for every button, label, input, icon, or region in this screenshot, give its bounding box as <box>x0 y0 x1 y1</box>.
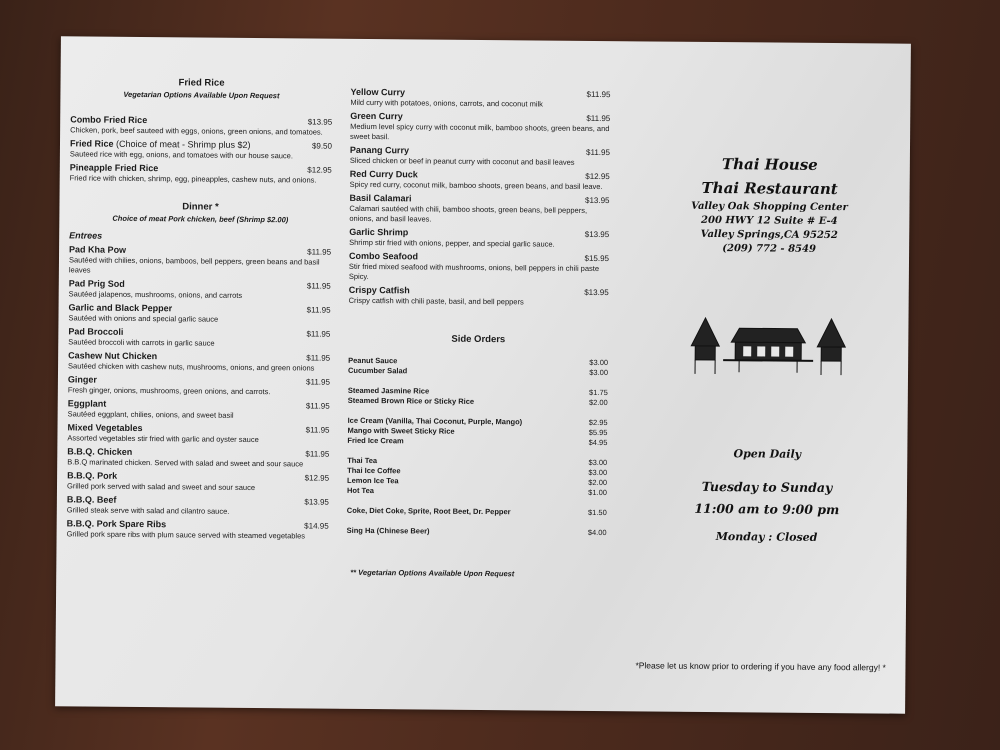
menu-item-name: Combo Seafood <box>348 250 419 262</box>
menu-item-description: Sauteed rice with egg, onions, and tomatoes with our house sauce. <box>69 149 294 161</box>
menu-item-description: Stir fried mixed seafood with mushrooms, onions, bell peppers in chili paste Spicy. <box>348 261 600 281</box>
menu-item-name: Basil Calamari <box>349 192 412 204</box>
menu-item <box>67 470 329 493</box>
menu-item <box>68 326 330 349</box>
menu-item-name: Panang Curry <box>349 144 410 156</box>
menu-item-price: $15.95 <box>584 253 610 264</box>
menu-item-description: Grilled pork spare ribs with plum sauce served with steamed vegetables <box>66 529 306 541</box>
menu-item-title <box>69 244 126 255</box>
menu-item-name: Red Curry Duck <box>349 168 418 180</box>
menu-item-description: Sautéed broccoli with carrots in garlic sauce <box>68 337 215 348</box>
side-order-name: Hot Tea <box>346 485 374 496</box>
menu-item-name: Pad Prig Sod <box>68 278 125 289</box>
dinner-title: Dinner * <box>182 201 219 213</box>
menu-item-price: $11.95 <box>306 305 331 315</box>
menu-item-title <box>350 169 418 181</box>
menu-item-price: $13.95 <box>584 229 610 240</box>
fried-rice-title: Fried Rice <box>178 77 225 89</box>
menu-item-description: Grilled pork served with salad and sweet and sour sauce <box>66 481 256 493</box>
menu-item-name: B.B.Q. Pork Spare Ribs <box>66 518 167 530</box>
menu-item-description: Calamari sautéed with chili, bamboo shoots, green beans, bell peppers, onions, and basil leaves. <box>349 203 588 224</box>
menu-sheet <box>55 36 911 713</box>
side-order-price: $2.95 <box>588 417 608 428</box>
menu-item-description: Sliced chicken or beef in peanut curry with coconut and basil leaves <box>349 155 575 167</box>
menu-item-price: $11.95 <box>306 281 331 291</box>
menu-item <box>70 162 332 185</box>
menu-item-title <box>349 193 411 205</box>
side-order-name: Thai Tea <box>347 455 378 466</box>
menu-item <box>350 111 610 144</box>
open-daily: Open Daily <box>733 447 802 461</box>
menu-item <box>69 278 331 301</box>
menu-item-name: Green Curry <box>350 110 403 122</box>
menu-item-price: $11.95 <box>305 425 330 435</box>
side-order-price: $1.50 <box>587 507 607 518</box>
menu-item-description: B.B.Q marinated chicken. Served with salad and sweet and sour sauce <box>67 457 304 469</box>
dinner-list <box>67 244 332 541</box>
menu-item <box>67 446 329 469</box>
menu-item-description: Fresh ginger, onions, mushrooms, green onions, and carrots. <box>67 385 271 397</box>
menu-item-price: $11.95 <box>306 329 331 339</box>
menu-item-price: $12.95 <box>585 171 610 182</box>
allergy-notice: *Please let us know prior to ordering if you have any food allergy! * <box>635 660 886 673</box>
side-order-price: $3.00 <box>588 457 608 468</box>
side-order-name: Coke, Diet Coke, Sprite, Root Beet, Dr. Pepper <box>346 505 511 517</box>
menu-item-price: $11.95 <box>305 449 330 459</box>
menu-item-name: Pad Broccoli <box>68 326 124 337</box>
menu-item-description: Sautéed chicken with cashew nuts, mushrooms, onions, and green onions <box>68 361 315 373</box>
menu-item <box>67 422 329 445</box>
middle-column <box>346 87 610 579</box>
menu-item-title <box>70 162 159 174</box>
menu-item-description: Crispy catfish with chili paste, basil, and bell peppers <box>348 295 524 307</box>
menu-item <box>70 114 332 137</box>
menu-item-title <box>68 398 107 409</box>
menu-item-title <box>67 470 117 481</box>
side-order-price: $1.75 <box>589 387 608 398</box>
menu-item-description: Assorted vegetables stir fried with garlic and oyster sauce <box>67 433 259 445</box>
menu-item <box>68 398 330 421</box>
menu-item-description: Medium level spicy curry with coconut milk, bamboo shoots, green beans, and sweet basil. <box>350 121 610 142</box>
menu-item-title <box>69 278 125 289</box>
entrees-label: Entrees <box>69 230 103 241</box>
menu-item <box>68 350 330 373</box>
menu-item-name: Yellow Curry <box>350 86 406 98</box>
menu-item-name: Mixed Vegetables <box>67 422 143 434</box>
menu-item-price: $13.95 <box>584 287 609 298</box>
menu-item <box>68 302 330 325</box>
menu-item-name: Ginger <box>67 374 98 385</box>
side-order-name: Peanut Sauce <box>348 355 398 366</box>
menu-item-price: $11.95 <box>586 113 611 124</box>
phone-number: (209) 772 - 8549 <box>722 243 816 255</box>
menu-item-description: Spicy red curry, coconut milk, bamboo shoots, green beans, and basil leave. <box>349 179 603 192</box>
menu-item-title <box>67 422 142 434</box>
menu-item-price: $11.95 <box>305 401 330 411</box>
menu-item-name: B.B.Q. Beef <box>66 494 117 505</box>
menu-item <box>349 193 609 226</box>
side-order-name: Lemon Ice Tea <box>347 475 399 486</box>
menu-item-choice: (Choice of meat - Shrimp plus $2) <box>115 138 251 150</box>
menu-item-title <box>68 374 97 385</box>
menu-item-title <box>349 227 408 239</box>
dinner-note: Choice of meat Pork chicken, beef (Shrimp $2.00) <box>112 213 289 225</box>
menu-item-price: $11.95 <box>306 353 331 363</box>
fried-rice-list <box>70 114 333 185</box>
menu-item-price: $14.95 <box>304 521 329 531</box>
menu-item-name: Cashew Nut Chicken <box>68 350 158 362</box>
curry-list <box>349 87 611 308</box>
menu-item <box>350 169 610 192</box>
menu-item <box>68 374 330 397</box>
city-address: Valley Springs,CA 95252 <box>700 228 838 242</box>
menu-item-name: Garlic and Black Pepper <box>68 302 173 314</box>
menu-item-price: $12.95 <box>304 473 330 483</box>
menu-item-description: Chicken, pork, beef sauteed with eggs, onions, green onions, and tomatoes. <box>70 125 323 137</box>
side-order-name: Mango with Sweet Sticky Rice <box>347 425 455 436</box>
street-address: 200 HWY 12 Suite # E-4 <box>701 214 838 228</box>
side-order-name: Steamed Brown Rice or Sticky Rice <box>347 395 475 406</box>
menu-item-name: Eggplant <box>67 398 107 409</box>
restaurant-subtitle: Thai Restaurant <box>701 178 838 199</box>
menu-item-title <box>70 114 147 126</box>
menu-item-name: Pad Kha Pow <box>69 244 127 255</box>
menu-item-title <box>68 326 123 337</box>
side-orders-title: Side Orders <box>451 333 506 346</box>
menu-item-description: Sautéed eggplant, chilies, onions, and sweet basil <box>67 409 234 420</box>
menu-item-name: B.B.Q. Chicken <box>67 446 133 457</box>
thai-house-icon <box>683 316 854 379</box>
fried-rice-note: Vegetarian Options Available Upon Request <box>123 89 280 101</box>
menu-item-description: Sautéed with chilies, onions, bamboos, bell peppers, green beans and basil leaves <box>68 255 320 275</box>
menu-item-name: Combo Fried Rice <box>70 114 148 126</box>
menu-item-price: $11.95 <box>586 147 610 158</box>
shopping-center: Valley Oak Shopping Center <box>691 200 848 214</box>
menu-item-title <box>349 251 418 263</box>
menu-item <box>350 87 610 110</box>
side-order-price: $5.95 <box>588 427 608 438</box>
side-order-name: Sing Ha (Chinese Beer) <box>346 525 430 536</box>
side-order-name: Steamed Jasmine Rice <box>347 385 430 396</box>
menu-item-title <box>350 87 405 98</box>
menu-item-price: $13.95 <box>304 497 329 507</box>
side-order-price: $3.00 <box>589 367 609 378</box>
menu-item-description: Shrimp stir fried with onions, pepper, and special garlic sauce. <box>349 237 555 249</box>
menu-item-name: Fried Rice <box>69 138 114 149</box>
menu-item-title <box>68 350 157 362</box>
side-order-price: $1.00 <box>588 487 608 498</box>
menu-item-price: $13.95 <box>307 117 333 127</box>
side-order-name: Ice Cream (Vanilla, Thai Coconut, Purple, Mango) <box>347 415 523 427</box>
side-order-price: $3.00 <box>589 357 609 368</box>
closed-day: Monday : Closed <box>715 530 818 544</box>
menu-item <box>349 251 609 284</box>
menu-item-description: Mild curry with potatoes, onions, carrots, and coconut milk <box>350 97 544 109</box>
menu-item-price: $11.95 <box>307 247 332 257</box>
menu-item-name: Pineapple Fried Rice <box>69 162 159 174</box>
vegetarian-footnote: ** Vegetarian Options Available Upon Request <box>350 567 515 579</box>
menu-item-title <box>67 446 132 458</box>
right-column <box>637 151 900 544</box>
menu-item-title <box>349 285 410 297</box>
menu-item-price: $13.95 <box>585 195 610 206</box>
menu-item-title <box>67 494 117 505</box>
menu-item <box>70 138 332 161</box>
menu-item-price: $9.50 <box>311 141 333 151</box>
menu-item-title <box>67 518 167 530</box>
menu-item-title <box>350 111 403 122</box>
open-days: Tuesday to Sunday <box>701 478 833 496</box>
menu-item-price: $11.95 <box>306 377 330 387</box>
menu-item <box>67 518 329 541</box>
menu-item-description: Sautéed with onions and special garlic sauce <box>68 313 219 324</box>
menu-item-price: $11.95 <box>586 89 611 100</box>
side-order-price: $2.00 <box>588 477 608 488</box>
side-orders-list <box>347 356 609 538</box>
menu-item-name: B.B.Q. Pork <box>67 470 118 481</box>
menu-item-name: Garlic Shrimp <box>349 226 409 238</box>
restaurant-name: Thai House <box>721 155 818 174</box>
menu-item-price: $12.95 <box>307 165 332 175</box>
menu-item <box>349 227 609 250</box>
menu-item-description: Fried rice with chicken, shrimp, egg, pineapples, cashew nuts, and onions. <box>69 173 317 185</box>
menu-item-title <box>350 145 409 157</box>
side-order-price: $4.95 <box>588 437 608 448</box>
menu-item-description: Sautéed jalapenos, mushrooms, onions, and carrots <box>68 289 243 300</box>
side-order-price: $3.00 <box>588 467 608 478</box>
menu-item-name: Crispy Catfish <box>348 284 410 296</box>
side-order-name: Fried Ice Cream <box>347 435 404 446</box>
side-order-price: $2.00 <box>588 397 608 408</box>
menu-item <box>349 285 609 308</box>
side-order-name: Thai Ice Coffee <box>347 465 401 476</box>
menu-item <box>350 145 610 168</box>
left-column <box>67 76 333 544</box>
side-order-price: $4.00 <box>587 527 607 538</box>
menu-item-description: Grilled steak serve with salad and cilantro sauce. <box>66 505 230 516</box>
side-order-name: Cucumber Salad <box>347 365 408 376</box>
open-hours: 11:00 am to 9:00 pm <box>694 500 840 518</box>
menu-item <box>69 244 331 277</box>
menu-item <box>67 494 329 517</box>
menu-item-title <box>69 302 173 314</box>
